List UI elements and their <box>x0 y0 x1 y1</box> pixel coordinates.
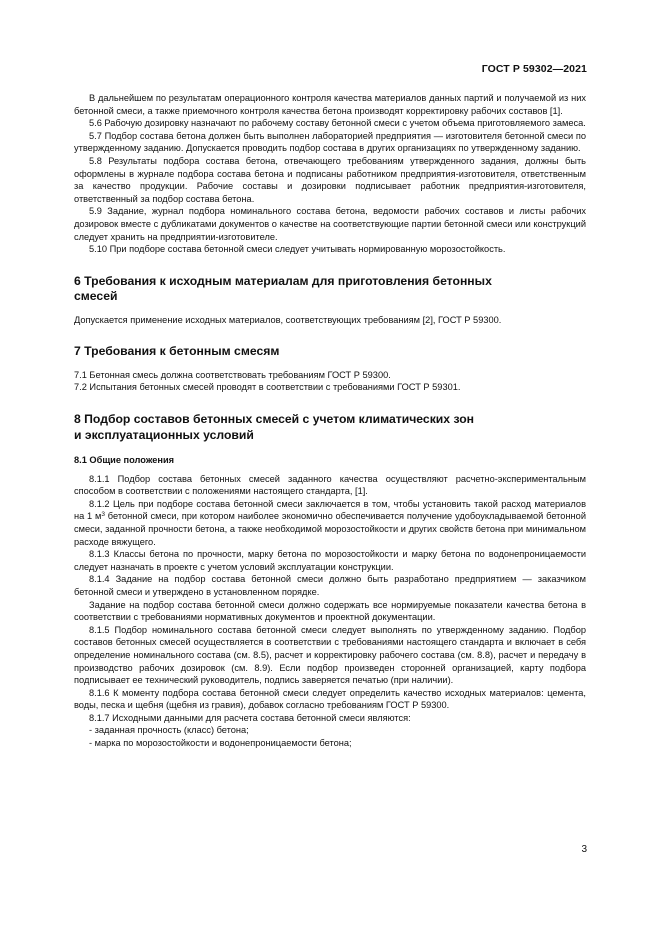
paragraph-7-1: 7.1 Бетонная смесь должна соответствовать требованиям ГОСТ Р 59300. <box>74 369 391 380</box>
cubic-superscript: 3 <box>101 511 105 519</box>
section-7-heading: 7 Требования к бетонным смесям <box>74 344 280 359</box>
paragraph-8-1-2 <box>74 498 586 548</box>
paragraph-5-10: 5.10 При подборе состава бетонной смеси следует учитывать нормированную морозостойкость. <box>89 244 506 255</box>
paragraph-5-6: 5.6 Рабочую дозировку назначают по рабочему составу бетонной смеси с учетом объема приготовляемого замеса. <box>89 118 586 129</box>
paragraph-7-2: 7.2 Испытания бетонных смесей проводят в соответствии с требованиями ГОСТ Р 59301. <box>74 382 461 393</box>
paragraph-8-1-4-continued: Задание на подбор состава бетонной смеси должно содержать все нормируемые показатели качества бетона в соответствии с требованиями нормативных документов и проектной документации. <box>74 599 586 623</box>
section-6-text: Допускается применение исходных материалов, соответствующих требованиям [2], ГОСТ Р 59300. <box>74 314 502 325</box>
paragraph-8-1-6: 8.1.6 К моменту подбора состава бетонной смеси следует определить качество исходных материалов: цемента, воды, песка и щебня (щебня из гравия), добавок согласно требованиям ГОСТ Р 59300. <box>74 687 586 711</box>
paragraph-8-1-4: 8.1.4 Задание на подбор состава бетонной смеси должно быть разработано предприятием — заказчиком бетонной смеси и утверждено в установленном порядке. <box>74 574 586 597</box>
paragraph-8-1-3: 8.1.3 Классы бетона по прочности, марку бетона по морозостойкости и марку бетона по водонепроницаемости следует назначать в проекте с учетом условий эксплуатации конструкции. <box>74 549 586 572</box>
paragraph-8-1-2-part1: 8.1.2 Цель при подборе состава бетонной смеси заключается в том, чтобы установить такой расход материалов на 1 м <box>74 498 586 522</box>
list-item-strength: - заданная прочность (класс) бетона; <box>89 725 249 736</box>
section-8-heading <box>74 412 586 443</box>
section-8-heading-line1: 8 Подбор составов бетонных смесей с учетом климатических зон <box>74 412 475 426</box>
paragraph-5-9: 5.9 Задание, журнал подбора номинального состава бетона, ведомости рабочих составов и листы рабочих дозировок вместе с дубликатами документов о качестве на соответствующие партии бетонной смеси или конструкций следует хранить на предприятии-изготовителе. <box>74 206 586 242</box>
section-6-heading <box>74 274 586 305</box>
list-item-frost-resistance: - марка по морозостойкости и водонепроницаемости бетона; <box>89 738 352 749</box>
page-number: 3 <box>581 844 587 855</box>
paragraph-8-1-5: 8.1.5 Подбор номинального состава бетонной смеси следует выполнять по утвержденному заданию. Подбор составов бетонных смесей осуществляется в соответствии с требованиями настоящего стандарта и включает в себя определение номинального состава (см. 8.5), расчет и корректировку рабочего состава (см. 8.8), расчет и передачу в производство рабочих дозировок (см. 8.9). Если подбор произведен сторонней организацией, карту подбора подписывает ее технический руководитель, подпись заверяется печатью (при наличии). <box>74 624 586 686</box>
paragraph-8-1-7: 8.1.7 Исходными данными для расчета состава бетонной смеси являются: <box>89 712 411 723</box>
document-code-header: ГОСТ Р 59302—2021 <box>481 63 587 75</box>
section-6-heading-line1: 6 Требования к исходным материалам для приготовления бетонных <box>74 273 492 288</box>
subsection-8-1-heading: 8.1 Общие положения <box>74 455 175 465</box>
section-6-heading-line2: смесей <box>74 289 118 304</box>
paragraph-8-1-1: 8.1.1 Подбор состава бетонных смесей заданного качества осуществляют расчетно-экспериментальным способом в соответствии с положениями настоящего стандарта, [1]. <box>74 473 586 497</box>
paragraph-correction: В дальнейшем по результатам операционного контроля качества материалов данных партий и получаемой из них бетонной смеси, а также приемочного контроля качества бетона производят корректировку рабочих составов [1]. <box>74 93 586 116</box>
page-content <box>74 92 586 750</box>
paragraph-5-7: 5.7 Подбор состава бетона должен быть выполнен лабораторией предприятия — изготовителя бетонной смеси по утвержденному заданию. Допускается проводить подбор состава в других организациях по утвержденному заданию. <box>74 130 586 154</box>
section-8-heading-line2: и эксплуатационных условий <box>74 427 254 442</box>
paragraph-8-1-2-part2: бетонной смеси, при котором наиболее экономично обеспечивается получение удобоукладываемой бетонной смеси, заданной прочности бетона, а также необходимой морозостойкости и других свойств бетона при минимальном расходе вяжущего. <box>74 511 586 547</box>
paragraph-5-8: 5.8 Результаты подбора состава бетона, отвечающего требованиям утвержденного задания, должны быть оформлены в журнале подбора состава бетона и подписаны работником предприятия-изготовителя, ответственным за качество продукции. Рабочие составы и дозировки подписывает работник предприятия-изготовителя, ответственный за подбор состава бетона. <box>74 155 586 204</box>
